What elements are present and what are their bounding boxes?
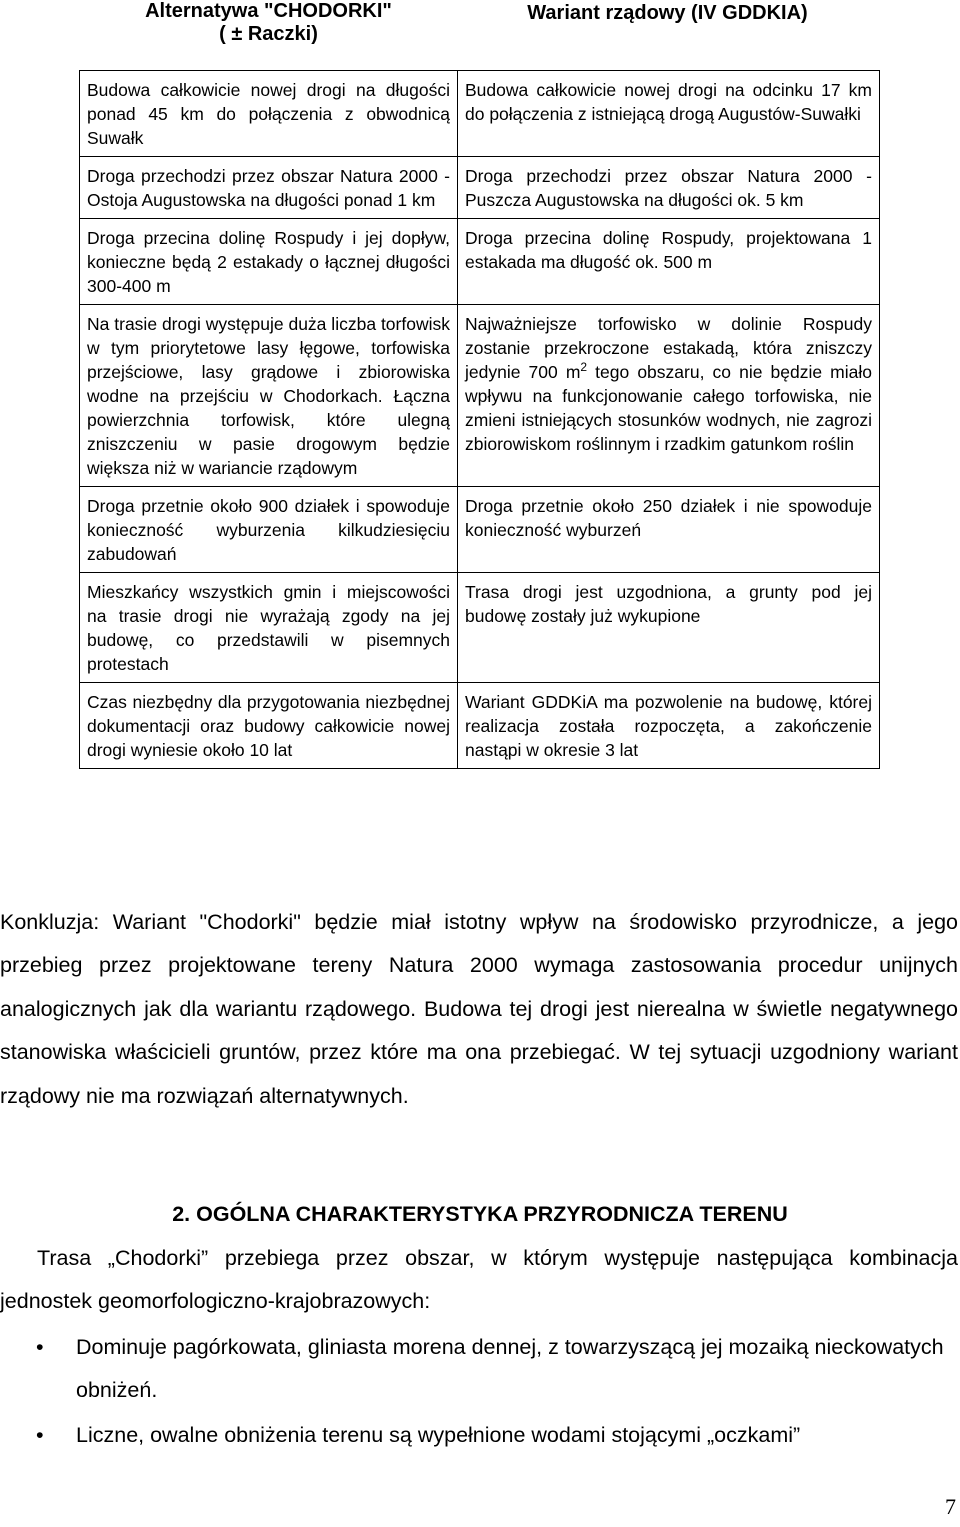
superscript: 2 (580, 360, 588, 375)
table-cell-left: Mieszkańcy wszystkich gmin i miejscowości na trasie drogi nie wyrażają zgody na jej budowę, co przedstawili w pisemnych protestach (80, 573, 458, 683)
table-cell-left: Droga przecina dolinę Rospudy i jej dopływ, konieczne będą 2 estakady o łącznej długości 300-400 m (80, 219, 458, 305)
cell-text: tego obszaru, co nie będzie miało wpływu na funkcjonowanie całego torfowiska, nie zmieni istniejących stosunków wodnych, nie zagrozi zbiorowiskom roślinnym i rzadkim gatunkom roślin (465, 362, 872, 454)
conclusion-paragraph: Konkluzja: Wariant "Chodorki" będzie miał istotny wpływ na środowisko przyrodnicze, a jego przebieg przez projektowane tereny Natura 2000 wymaga zastosowania procedur unijnych analogicznych jak dla wariantu rządowego. Budowa tej drogi jest nierealna w świetle negatywnego stanowiska właścicieli gruntów, przez które ma ona przebiegać. W tej sytuacji uzgodniony wariant rządowy nie ma rozwiązań alternatywnych. (0, 910, 958, 1108)
table-row (80, 305, 880, 487)
cell-text: Najważniejsze torfowisko w dolinie Rospudy zostanie przekroczone estakadą, która zniszczy jedynie 700 m (465, 314, 872, 382)
table-cell-right: Budowa całkowicie nowej drogi na odcinku 17 km do połączenia z istniejącą drogą Augustów-Suwałki (458, 71, 880, 157)
section-title: 2. OGÓLNA CHARAKTERYSTYKA PRZYRODNICZA TERENU (172, 1202, 788, 1226)
table-row (80, 157, 880, 219)
table-cell-left: Droga przechodzi przez obszar Natura 2000 - Ostoja Augustowska na długości ponad 1 km (80, 157, 458, 219)
bullet-icon: • (36, 1335, 44, 1359)
bullet-icon: • (36, 1423, 44, 1447)
table-row (80, 219, 880, 305)
table-row (80, 573, 880, 683)
table-cell-left: Czas niezbędny dla przygotowania niezbędnej dokumentacji oraz budowy całkowicie nowej drogi wyniesie około 10 lat (80, 683, 458, 769)
table-cell-left: Na trasie drogi występuje duża liczba torfowisk w tym priorytetowe lasy łęgowe, torfowiska przejściowe, lasy grądowe i zbiorowiska wodne na przejściu w Chodorkach. Łączna powierzchnia torfowisk, które ulegną zniszczeniu w pasie drogowym będzie większa niż w wariancie rządowym (80, 305, 458, 487)
table-cell-left: Budowa całkowicie nowej drogi na długości ponad 45 km do połączenia z obwodnicą Suwałk (80, 71, 458, 157)
table-cell-left: Droga przetnie około 900 działek i spowoduje konieczność wyburzenia kilkudziesięciu zabudowań (80, 487, 458, 573)
intro-paragraph: Trasa „Chodorki” przebiega przez obszar, w którym występuje następująca kombinacja jednostek geomorfologiczno-krajobrazowych: (0, 1246, 958, 1314)
comparison-table (79, 70, 880, 769)
table-cell-right: Droga przechodzi przez obszar Natura 2000 - Puszcza Augustowska na długości ok. 5 km (458, 157, 880, 219)
table-cell-right: Trasa drogi jest uzgodniona, a grunty pod jej budowę zostały już wykupione (458, 573, 880, 683)
table-cell-right: Droga przecina dolinę Rospudy, projektowana 1 estakada ma długość ok. 500 m (458, 219, 880, 305)
table-row (80, 487, 880, 573)
table-cell-right (458, 305, 880, 487)
column-header-right: Wariant rządowy (IV GDDKIA) (527, 2, 808, 24)
table-row (80, 71, 880, 157)
list-item-text: Liczne, owalne obniżenia terenu są wypełnione wodami stojącymi „oczkami” (76, 1423, 801, 1447)
page-number: 7 (945, 1494, 956, 1519)
list-item-text: Dominuje pagórkowata, gliniasta morena dennej, z towarzyszącą jej mozaiką nieckowatych obniżeń. (76, 1335, 944, 1403)
table-cell-right: Wariant GDDKiA ma pozwolenie na budowę, której realizacja została rozpoczęta, a zakończenie nastąpi w okresie 3 lat (458, 683, 880, 769)
table-cell-right: Droga przetnie około 250 działek i nie spowoduje konieczność wyburzeń (458, 487, 880, 573)
column-header-left: Alternatywa "CHODORKI" ( ± Raczki) (145, 0, 392, 45)
table-row (80, 683, 880, 769)
